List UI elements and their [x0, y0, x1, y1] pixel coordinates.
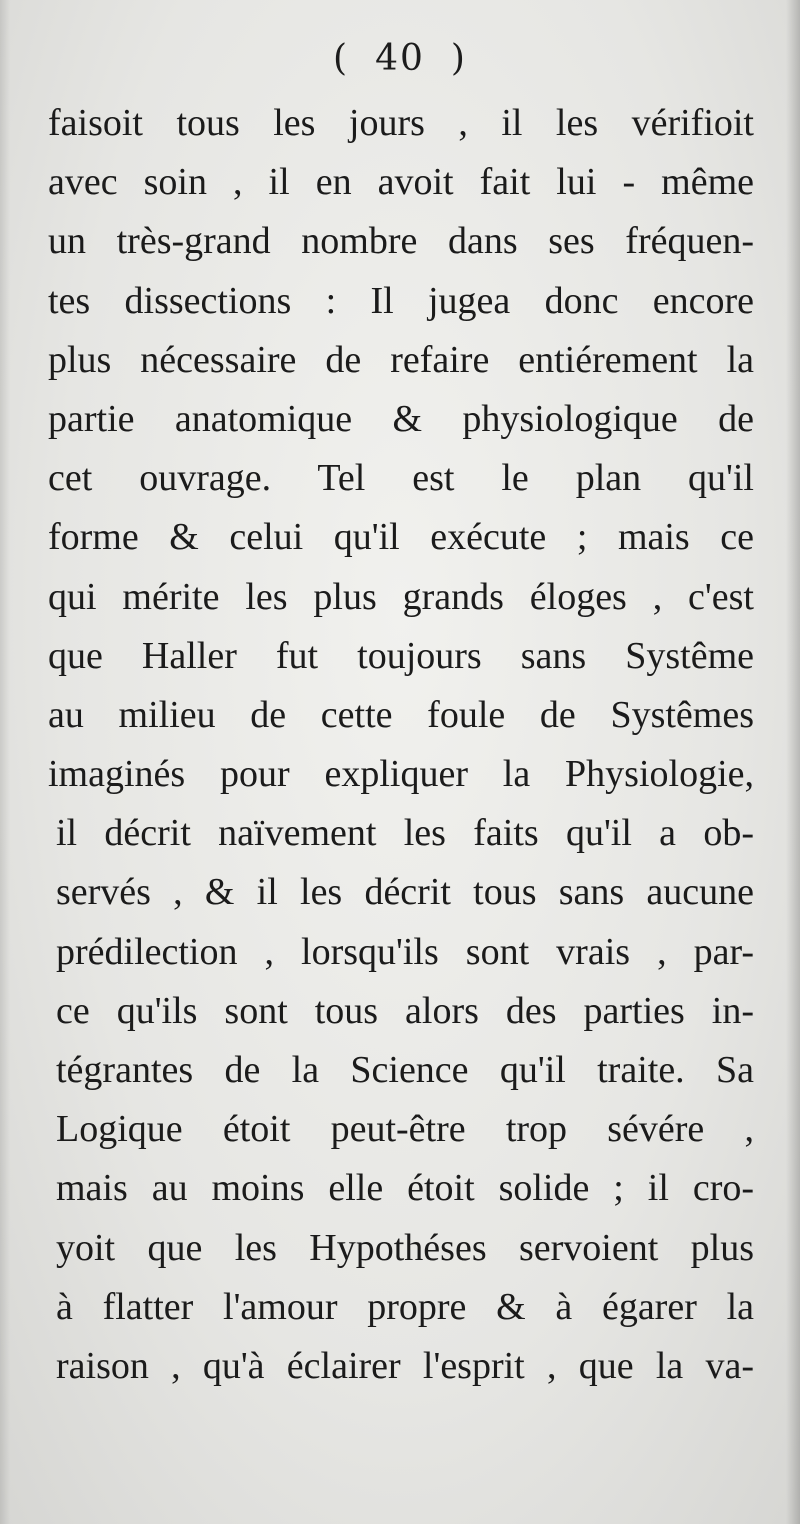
- text-line: tes dissections : Il jugea donc encore: [48, 279, 754, 322]
- text-line: avec soin , il en avoit fait lui - même: [48, 161, 754, 204]
- page-header: [0, 38, 800, 79]
- text-line: imaginés pour expliquer la Physiologie,: [48, 753, 754, 796]
- text-line: partie anatomique & physiologique de: [48, 397, 754, 440]
- body-text: [48, 94, 754, 1396]
- text-line: prédilection , lorsqu'ils sont vrais , par-: [56, 930, 754, 973]
- text-line: au milieu de cette foule de Systêmes: [48, 693, 754, 736]
- text-line: plus nécessaire de refaire entiérement la: [48, 338, 754, 381]
- page-shadow-right: [786, 0, 800, 1524]
- text-line: à flatter l'amour propre & à égarer la: [56, 1285, 754, 1328]
- header-open-paren: (: [333, 38, 350, 79]
- text-line: que Haller fut toujours sans Systême: [48, 634, 754, 677]
- text-line: il décrit naïvement les faits qu'il a ob-: [56, 812, 754, 855]
- text-line: un très-grand nombre dans ses fréquen-: [48, 220, 754, 263]
- page-number: 40: [375, 38, 425, 79]
- text-line: tégrantes de la Science qu'il traite. Sa: [56, 1049, 754, 1091]
- text-line: faisoit tous les jours , il les vérifioit: [48, 102, 754, 144]
- text-line: mais au moins elle étoit solide ; il cro-: [56, 1167, 754, 1210]
- header-close-paren: ): [450, 38, 467, 79]
- text-line: qui mérite les plus grands éloges , c'est: [48, 575, 754, 618]
- text-line: servés , & il les décrit tous sans aucune: [56, 871, 754, 914]
- text-line: forme & celui qu'il exécute ; mais ce: [48, 516, 754, 559]
- text-line: cet ouvrage. Tel est le plan qu'il: [48, 457, 754, 500]
- text-line: yoit que les Hypothéses servoient plus: [56, 1226, 754, 1269]
- page-shadow-left: [0, 0, 10, 1524]
- text-line: raison , qu'à éclairer l'esprit , que la va-: [56, 1344, 754, 1387]
- text-line: ce qu'ils sont tous alors des parties in-: [56, 989, 754, 1032]
- text-line: Logique étoit peut-être trop sévére ,: [56, 1108, 754, 1151]
